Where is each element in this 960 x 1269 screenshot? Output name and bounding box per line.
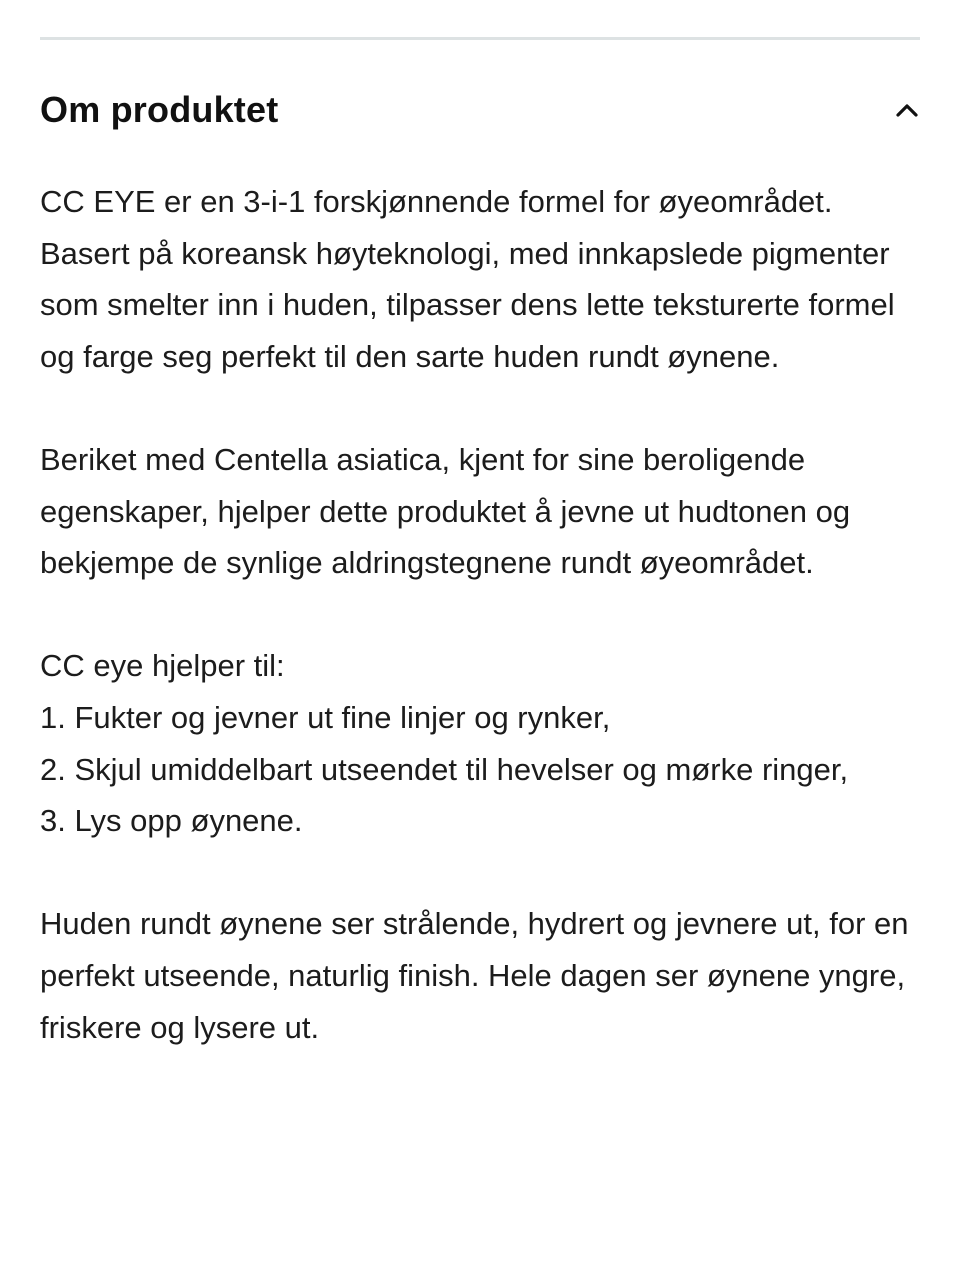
description-paragraph: CC EYE er en 3-i-1 forskjønnende formel for øyeområdet. Basert på koreansk høyteknologi, med innkapslede pigmenter som smelter inn i huden, tilpasser dens lette teksturerte formel og farge seg perfekt til den sarte huden rundt øynene. [40, 184, 895, 374]
product-description [40, 176, 920, 1105]
benefits-list [40, 640, 920, 846]
description-paragraph: Beriket med Centella asiatica, kjent for sine beroligende egenskaper, hjelper dette produktet å jevne ut hudtonen og bekjempe de synlige aldringstegnene rundt øyeområdet. [40, 441, 851, 581]
list-item: 3. Lys opp øynene. [40, 803, 303, 839]
list-item: 1. Fukter og jevner ut fine linjer og rynker, [40, 699, 611, 735]
product-info-accordion-toggle[interactable] [40, 82, 920, 138]
chevron-up-icon[interactable] [880, 90, 920, 130]
description-paragraph: Huden rundt øynene ser strålende, hydrert og jevnere ut, for en perfekt utseende, naturlig finish. Hele dagen ser øynene yngre, friskere og lysere ut. [40, 906, 909, 1045]
section-divider [40, 37, 920, 40]
section-title: Om produktet [40, 89, 279, 130]
benefits-intro: CC eye hjelper til: [40, 648, 285, 684]
list-item: 2. Skjul umiddelbart utseendet til hevelser og mørke ringer, [40, 751, 849, 787]
